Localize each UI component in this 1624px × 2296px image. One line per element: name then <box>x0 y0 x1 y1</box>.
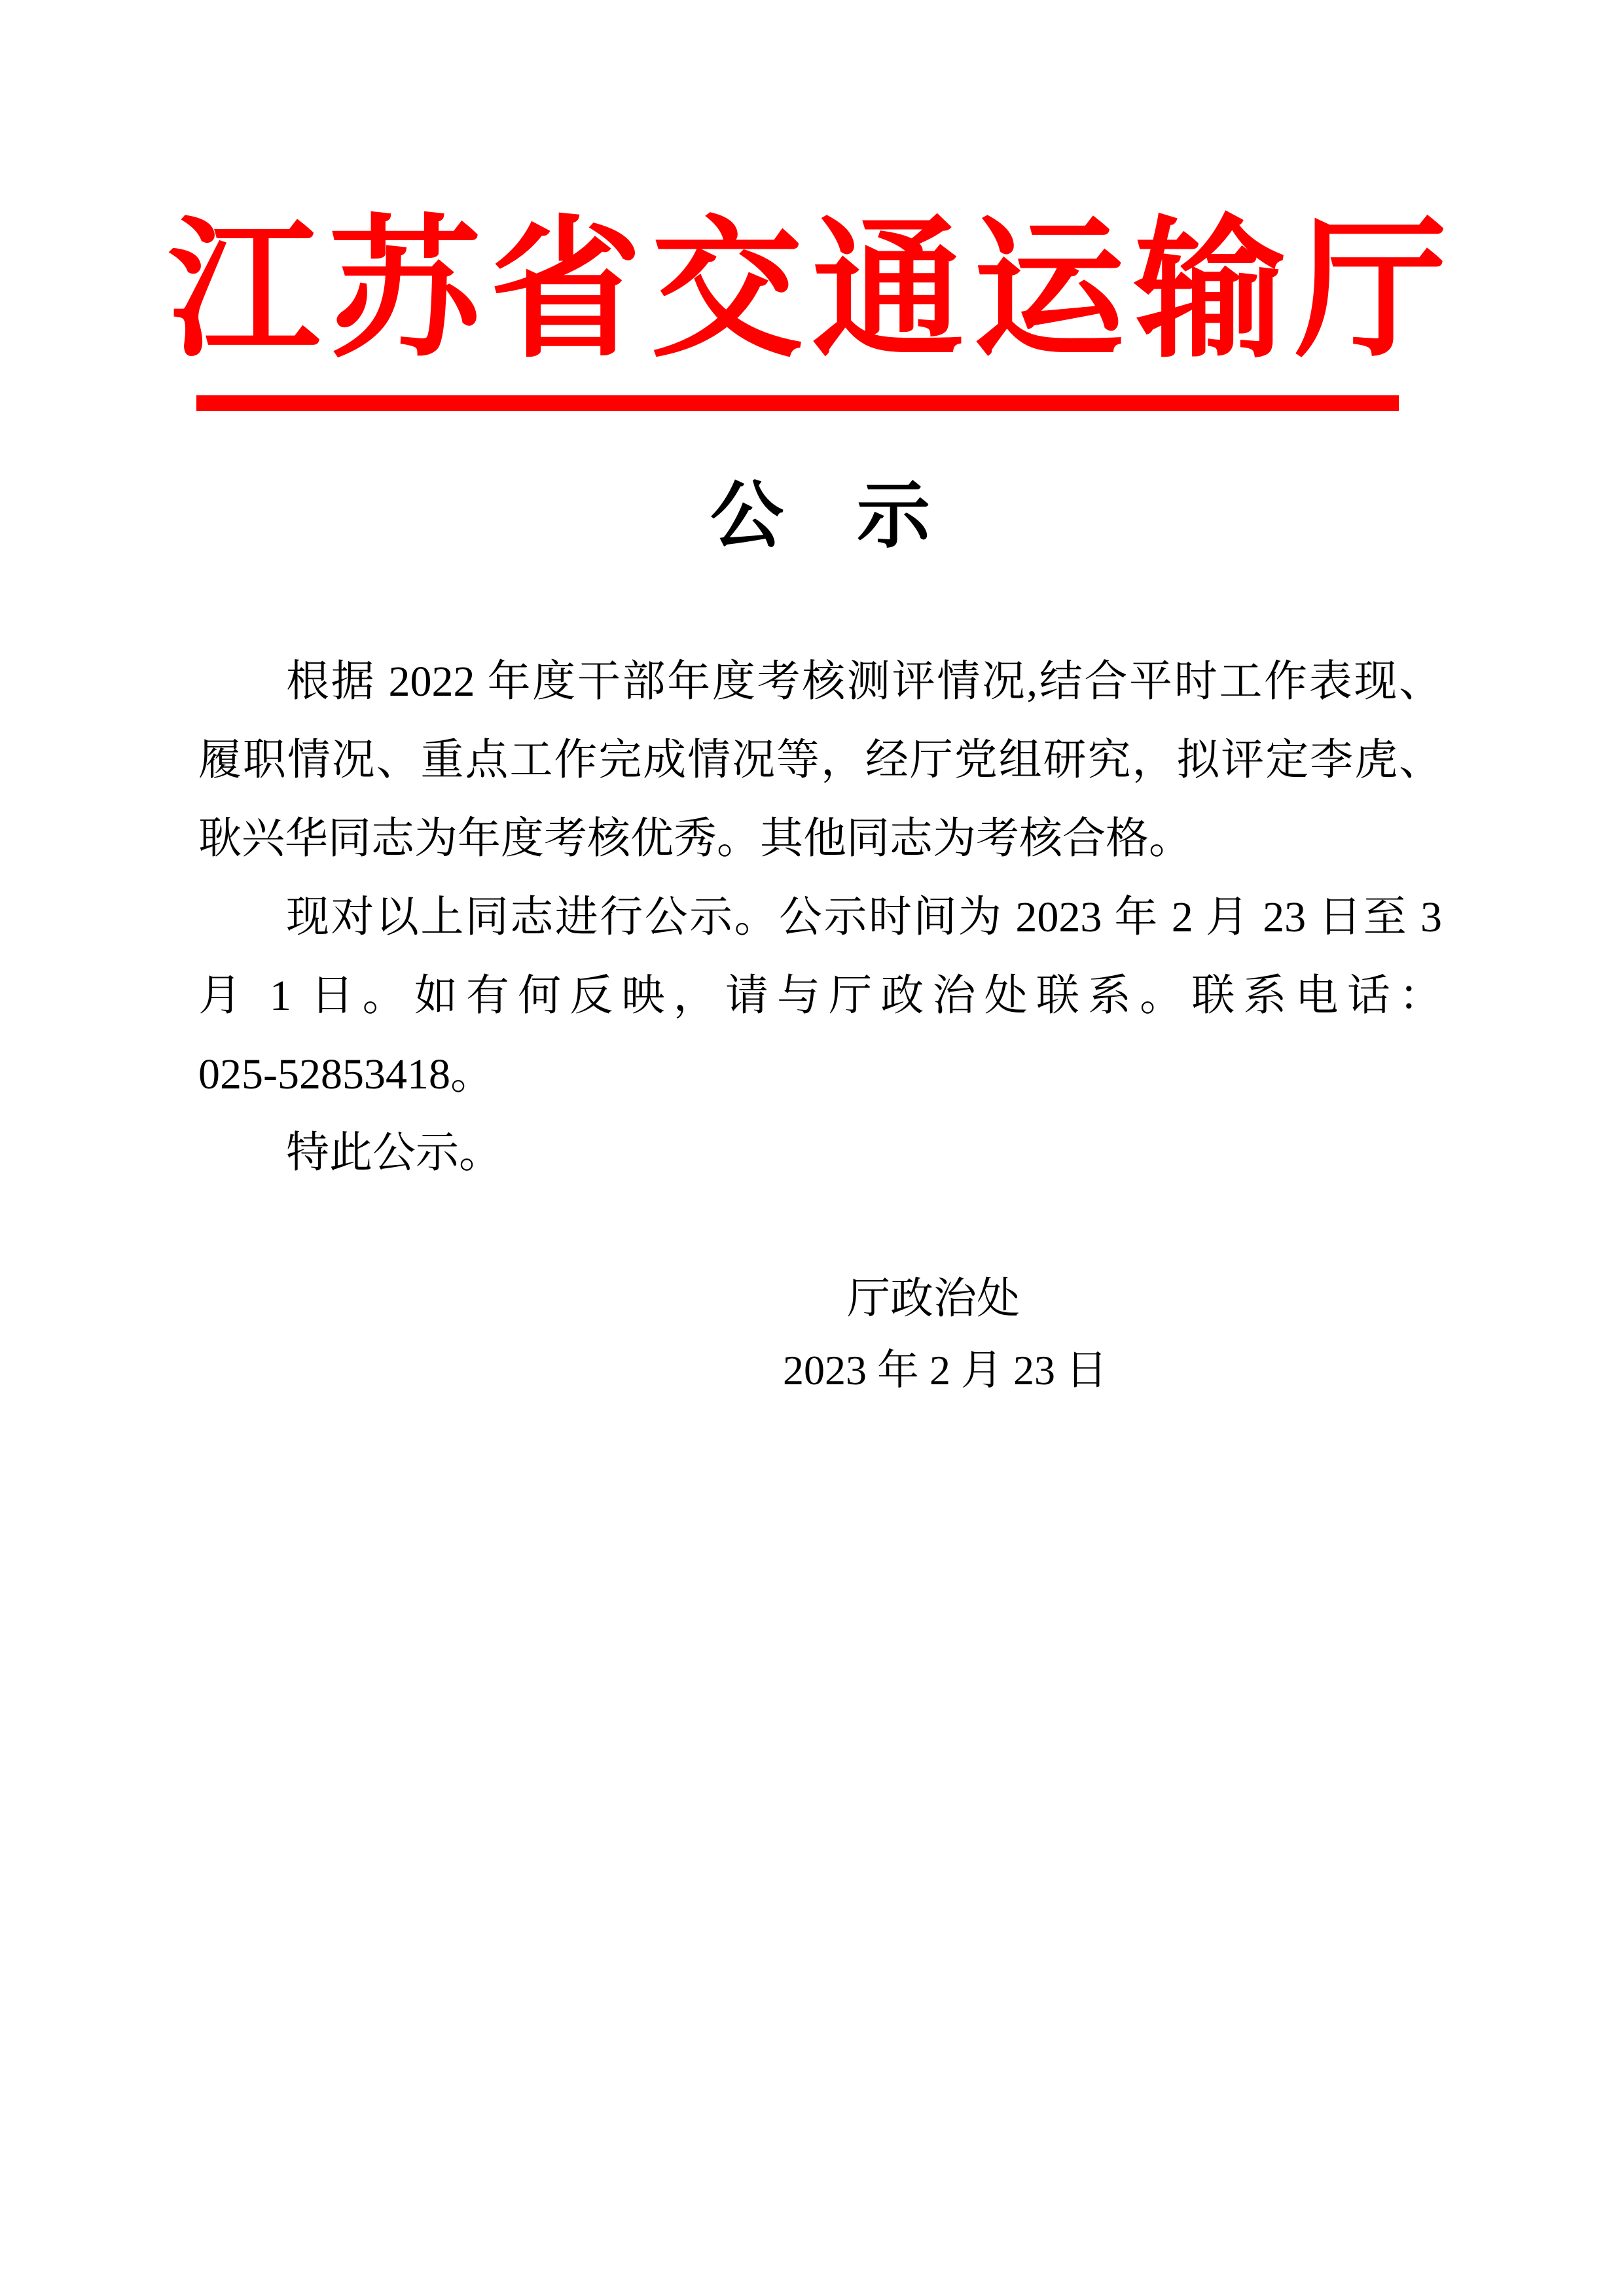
body-line-7-closing: 特此公示。 <box>286 1129 502 1177</box>
body-line-4: 现对以上同志进行公示。公示时间为 2023 年 2 月 23 日至 3 <box>286 893 1442 941</box>
letterhead-org-name: 江苏省交通运输厅 <box>168 207 1456 376</box>
body-line-1: 根据 2022 年度干部年度考核测评情况,结合平时工作表现、 <box>286 658 1442 706</box>
letterhead-divider-rule <box>196 395 1399 411</box>
notice-title: 公 示 <box>710 476 930 557</box>
body-line-2: 履职情况、重点工作完成情况等，经厅党组研究，拟评定李虎、 <box>198 736 1442 784</box>
body-line-6-phone-number: 025-52853418。 <box>198 1050 494 1098</box>
body-line-5: 月 1 日。如有何反映，请与厅政治处联系。联系电话： <box>198 972 1442 1020</box>
body-line-3: 耿兴华同志为年度考核优秀。其他同志为考核合格。 <box>198 815 1192 863</box>
signature-department: 厅政治处 <box>847 1275 1020 1323</box>
notice-body <box>198 643 1442 1193</box>
signature-date: 2023 年 2 月 23 日 <box>783 1347 1108 1393</box>
